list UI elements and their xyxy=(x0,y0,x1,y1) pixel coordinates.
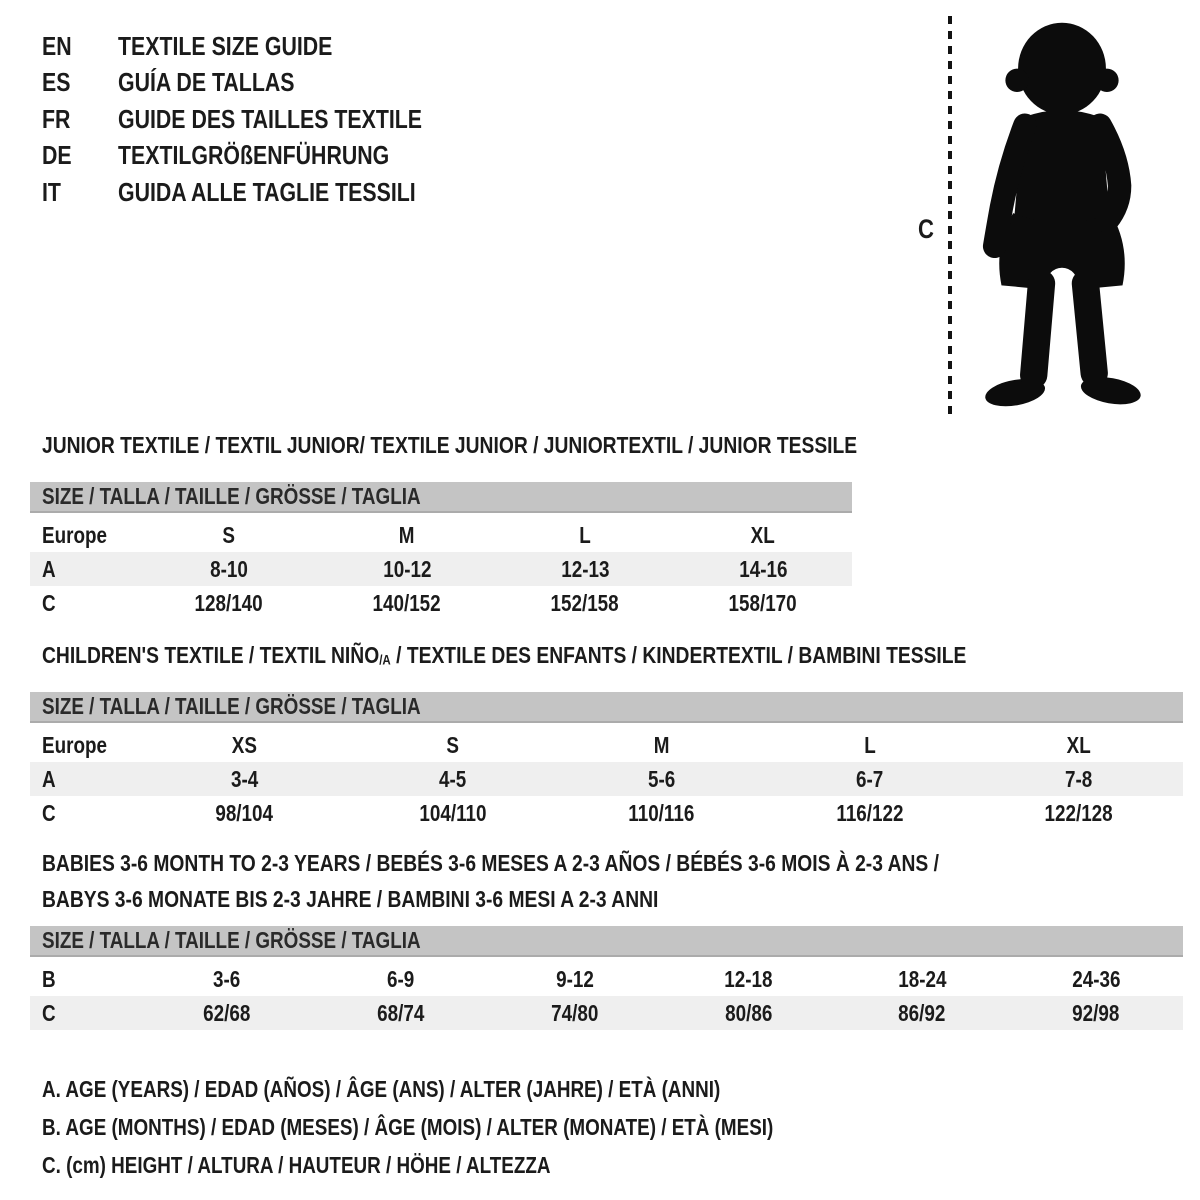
children-section-title: CHILDREN'S TEXTILE / TEXTIL $NIÑO_{/A}$ / TEXTILE DES ENFANTS / KINDERTEXTIL / BAMBINI TESSILE xyxy=(42,642,967,668)
row-label: B xyxy=(42,965,56,992)
language-label: TEXTILE SIZE GUIDE xyxy=(118,30,333,61)
language-code: DE xyxy=(42,140,72,171)
size-cell: L xyxy=(864,731,876,758)
language-row-es xyxy=(42,65,489,102)
language-row-en xyxy=(42,28,489,65)
size-cell: XS xyxy=(231,731,257,758)
table-row xyxy=(30,962,1183,996)
babies-section-title-line1: BABIES 3-6 MONTH TO 2-3 YEARS / BEBÉS 3-6 MESES A 2-3 AÑOS / BÉBÉS 3-6 MOIS À 2-3 ANS / xyxy=(42,850,939,876)
language-label: GUIDA ALLE TAGLIE TESSILI xyxy=(118,176,416,207)
table-row xyxy=(30,796,1183,830)
size-cell: XL xyxy=(750,521,776,548)
size-cell: 74/80 xyxy=(550,999,599,1026)
size-cell: L xyxy=(579,521,591,548)
size-cell: 104/110 xyxy=(419,799,487,826)
size-cell: 68/74 xyxy=(377,999,425,1026)
size-cell: 12-13 xyxy=(560,555,610,582)
language-row-de xyxy=(42,138,489,175)
row-label: A xyxy=(42,765,56,792)
footnote-height-cm: C. (cm) HEIGHT / ALTURA / HAUTEUR / HÖHE / ALTEZZA xyxy=(42,1151,551,1178)
toddler-silhouette-icon xyxy=(962,12,1162,422)
title-subscript: /A xyxy=(379,651,391,668)
table-row xyxy=(30,762,1183,796)
table-row xyxy=(30,728,1183,762)
size-cell: S xyxy=(446,731,460,758)
size-cell: 7-8 xyxy=(1065,765,1093,792)
babies-size-table-header: SIZE / TALLA / TAILLE / GRÖSSE / TAGLIA xyxy=(30,926,1183,957)
size-cell: 128/140 xyxy=(194,589,264,616)
size-cell: M xyxy=(399,521,415,548)
size-cell: 4-5 xyxy=(439,765,467,792)
language-label: GUIDE DES TAILLES TEXTILE xyxy=(118,103,423,134)
row-label: Europe xyxy=(42,521,107,548)
size-cell: 62/68 xyxy=(203,999,251,1026)
children-size-table-header: SIZE / TALLA / TAILLE / GRÖSSE / TAGLIA xyxy=(30,692,1183,723)
row-label: C xyxy=(42,999,56,1026)
language-code: FR xyxy=(42,103,71,134)
size-cell: 8-10 xyxy=(210,555,248,582)
language-row-fr xyxy=(42,101,489,138)
row-label: Europe xyxy=(42,731,107,758)
language-label: GUÍA DE TALLAS xyxy=(118,67,295,98)
babies-section-title-line2: BABYS 3-6 MONATE BIS 2-3 JAHRE / BAMBINI 3-6 MESI A 2-3 ANNI xyxy=(42,886,659,912)
size-cell: 24-36 xyxy=(1071,965,1121,992)
size-cell: M xyxy=(653,731,670,758)
size-cell: 6-9 xyxy=(387,965,415,992)
table-row xyxy=(30,518,852,552)
size-cell: 14-16 xyxy=(738,555,788,582)
size-cell: 98/104 xyxy=(215,799,274,826)
junior-size-table-header: SIZE / TALLA / TAILLE / GRÖSSE / TAGLIA xyxy=(30,482,852,513)
language-code: IT xyxy=(42,176,61,207)
size-cell: S xyxy=(222,521,236,548)
footnotes xyxy=(42,1070,934,1184)
row-label: A xyxy=(42,555,56,582)
language-row-it xyxy=(42,174,489,211)
size-cell: 5-6 xyxy=(647,765,676,792)
size-cell: 12-18 xyxy=(724,965,773,992)
size-cell: 3-4 xyxy=(230,765,258,792)
table-row xyxy=(30,552,852,586)
footnote-age-years: A. AGE (YEARS) / EDAD (AÑOS) / ÂGE (ANS) / ALTER (JAHRE) / ETÀ (ANNI) xyxy=(42,1075,721,1102)
size-cell: 110/116 xyxy=(628,799,695,826)
size-cell: 3-6 xyxy=(213,965,241,992)
row-label: C xyxy=(42,589,56,616)
size-cell: 9-12 xyxy=(555,965,594,992)
table-row xyxy=(30,996,1183,1030)
height-measure-dashed-line xyxy=(948,16,952,418)
babies-size-table xyxy=(30,926,1183,1030)
size-cell: XL xyxy=(1066,731,1091,758)
junior-section-title: JUNIOR TEXTILE / TEXTIL JUNIOR/ TEXTILE JUNIOR / JUNIORTEXTIL / JUNIOR TESSILE xyxy=(42,432,858,458)
size-cell: 80/86 xyxy=(724,999,773,1026)
height-measure-label: C xyxy=(918,214,934,244)
language-list xyxy=(42,28,489,211)
size-cell: 10-12 xyxy=(382,555,432,582)
junior-size-table xyxy=(30,482,852,620)
size-cell: 6-7 xyxy=(856,765,884,792)
table-row xyxy=(30,586,852,620)
children-size-table xyxy=(30,692,1183,830)
size-cell: 92/98 xyxy=(1072,999,1120,1026)
size-cell: 86/92 xyxy=(898,999,946,1026)
size-cell: 122/128 xyxy=(1044,799,1113,826)
size-cell: 158/170 xyxy=(728,589,798,616)
language-label: TEXTILGRÖßENFÜHRUNG xyxy=(118,140,390,171)
footnote-age-months: B. AGE (MONTHS) / EDAD (MESES) / ÂGE (MOIS) / ALTER (MONATE) / ETÀ (MESI) xyxy=(42,1113,774,1140)
size-cell: 152/158 xyxy=(550,589,620,616)
row-label: C xyxy=(42,799,56,826)
size-cell: 18-24 xyxy=(898,965,947,992)
language-code: EN xyxy=(42,30,72,61)
size-cell: 140/152 xyxy=(372,589,442,616)
size-cell: 116/122 xyxy=(836,799,904,826)
language-code: ES xyxy=(42,67,71,98)
